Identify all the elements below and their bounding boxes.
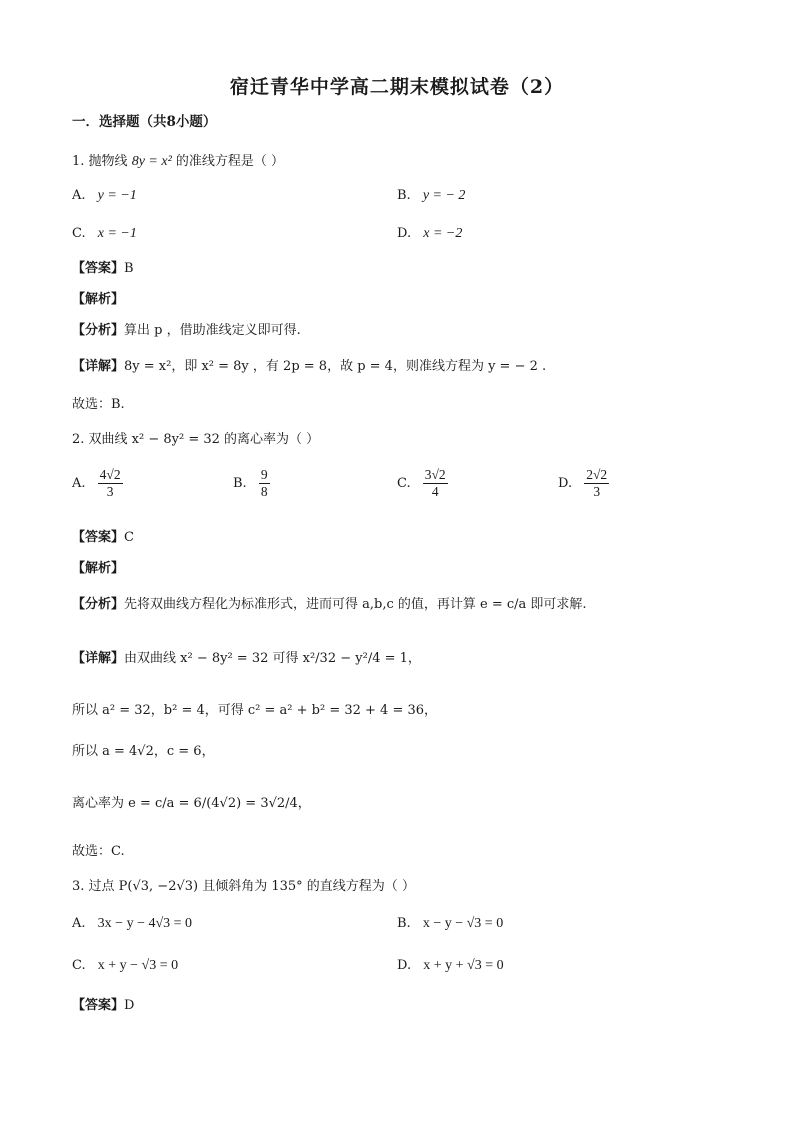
q1-detail bbox=[72, 355, 546, 374]
fraction bbox=[584, 467, 609, 500]
q1-option-c bbox=[72, 226, 137, 242]
option-label: C. bbox=[72, 226, 86, 241]
fraction-denominator: 4 bbox=[431, 484, 439, 499]
q2-detail bbox=[72, 647, 421, 666]
q1-option-b bbox=[397, 188, 465, 204]
q2-fenxi bbox=[72, 593, 587, 612]
fraction bbox=[98, 467, 123, 500]
q2-answer bbox=[72, 526, 134, 545]
option-label: A. bbox=[72, 916, 86, 931]
fraction bbox=[423, 467, 448, 500]
detail-text: 8y = x²，即 x² = 8y ，有 2p = 8，故 p = 4，则准线方程为 y = − 2 . bbox=[124, 359, 547, 374]
answer-tag: 【答案】 bbox=[72, 530, 125, 545]
option-text: x − y − √3 = 0 bbox=[422, 916, 504, 931]
answer-value: B bbox=[124, 261, 134, 276]
option-label: B. bbox=[397, 188, 411, 203]
q3-option-a bbox=[72, 916, 192, 932]
fraction-numerator: 3√2 bbox=[424, 467, 446, 482]
q3-stem: 3. 过点 P(√3, −2√3) 且倾斜角为 135° 的直线方程为（ ） bbox=[72, 879, 415, 894]
q1-option-a bbox=[72, 188, 137, 204]
fenxi-tag: 【分析】 bbox=[72, 597, 125, 612]
option-label: D. bbox=[558, 476, 573, 491]
q3-option-c bbox=[72, 958, 178, 974]
option-text: x = −1 bbox=[97, 226, 137, 241]
fraction-numerator: 9 bbox=[260, 467, 268, 482]
q1-fenxi bbox=[72, 319, 301, 338]
fenxi-text: 算出 p ，借助准线定义即可得. bbox=[124, 323, 301, 338]
fenxi-text: 先将双曲线方程化为标准形式，进而可得 a,b,c 的值，再计算 e = c/a 即可求解. bbox=[124, 597, 587, 612]
option-label: D. bbox=[397, 958, 412, 973]
q1-stem-equation: 8y = x² bbox=[131, 154, 172, 169]
answer-value: C bbox=[124, 530, 134, 545]
q2-step-1: 所以 a² = 32，b² = 4，可得 c² = a² + b² = 32 + 4 = 36， bbox=[72, 703, 438, 718]
option-label: B. bbox=[397, 916, 411, 931]
q1-conclusion: 故选：B. bbox=[72, 397, 125, 412]
answer-tag: 【答案】 bbox=[72, 998, 125, 1013]
option-text: y = − 2 bbox=[422, 188, 466, 203]
answer-value: D bbox=[124, 998, 135, 1013]
section-heading: 一．选择题（共8小题） bbox=[72, 114, 217, 130]
option-text: y = −1 bbox=[97, 188, 137, 203]
option-label: C. bbox=[397, 476, 411, 491]
detail-text: 由双曲线 x² − 8y² = 32 可得 x²/32 − y²/4 = 1， bbox=[124, 651, 421, 666]
option-label: C. bbox=[72, 958, 86, 973]
q2-option-c bbox=[397, 467, 448, 500]
q2-option-a bbox=[72, 467, 123, 500]
option-text: x = −2 bbox=[423, 226, 463, 241]
q1-analysis-tag: 【解析】 bbox=[72, 292, 125, 307]
answer-tag: 【答案】 bbox=[72, 261, 125, 276]
q3-option-d bbox=[397, 958, 504, 974]
option-label: A. bbox=[72, 476, 86, 491]
fraction-numerator: 4√2 bbox=[99, 467, 121, 482]
q2-step-3: 离心率为 e = c/a = 6/(4√2) = 3√2/4， bbox=[72, 796, 311, 811]
detail-tag: 【详解】 bbox=[72, 359, 125, 374]
fraction bbox=[259, 467, 270, 500]
option-label: D. bbox=[397, 226, 412, 241]
option-text: 3x − y − 4√3 = 0 bbox=[97, 916, 193, 931]
q2-step-2: 所以 a = 4√2，c = 6， bbox=[72, 744, 215, 759]
q2-analysis-tag: 【解析】 bbox=[72, 561, 125, 576]
q2-stem: 2. 双曲线 x² − 8y² = 32 的离心率为（ ） bbox=[72, 432, 320, 447]
option-label: A. bbox=[72, 188, 86, 203]
option-text: x + y − √3 = 0 bbox=[97, 958, 179, 973]
q1-stem-suffix: 的准线方程是（ ） bbox=[175, 154, 285, 169]
detail-tag: 【详解】 bbox=[72, 651, 125, 666]
fenxi-tag: 【分析】 bbox=[72, 323, 125, 338]
q3-answer bbox=[72, 994, 134, 1013]
q1-stem-prefix: 1. 抛物线 bbox=[72, 154, 128, 169]
q2-option-b bbox=[233, 467, 270, 500]
q2-option-d bbox=[558, 467, 609, 500]
q3-option-b bbox=[397, 916, 503, 932]
q2-conclusion: 故选：C. bbox=[72, 844, 125, 859]
option-label: B. bbox=[233, 476, 247, 491]
option-text: x + y + √3 = 0 bbox=[423, 958, 504, 973]
q1-option-d bbox=[397, 226, 462, 242]
q1-stem bbox=[72, 150, 284, 170]
fraction-numerator: 2√2 bbox=[586, 467, 608, 482]
fraction-denominator: 8 bbox=[260, 484, 268, 499]
page-title: 宿迁青华中学高二期末模拟试卷（2） bbox=[229, 76, 565, 98]
fraction-denominator: 3 bbox=[106, 484, 114, 499]
q1-answer bbox=[72, 257, 134, 276]
fraction-denominator: 3 bbox=[593, 484, 601, 499]
